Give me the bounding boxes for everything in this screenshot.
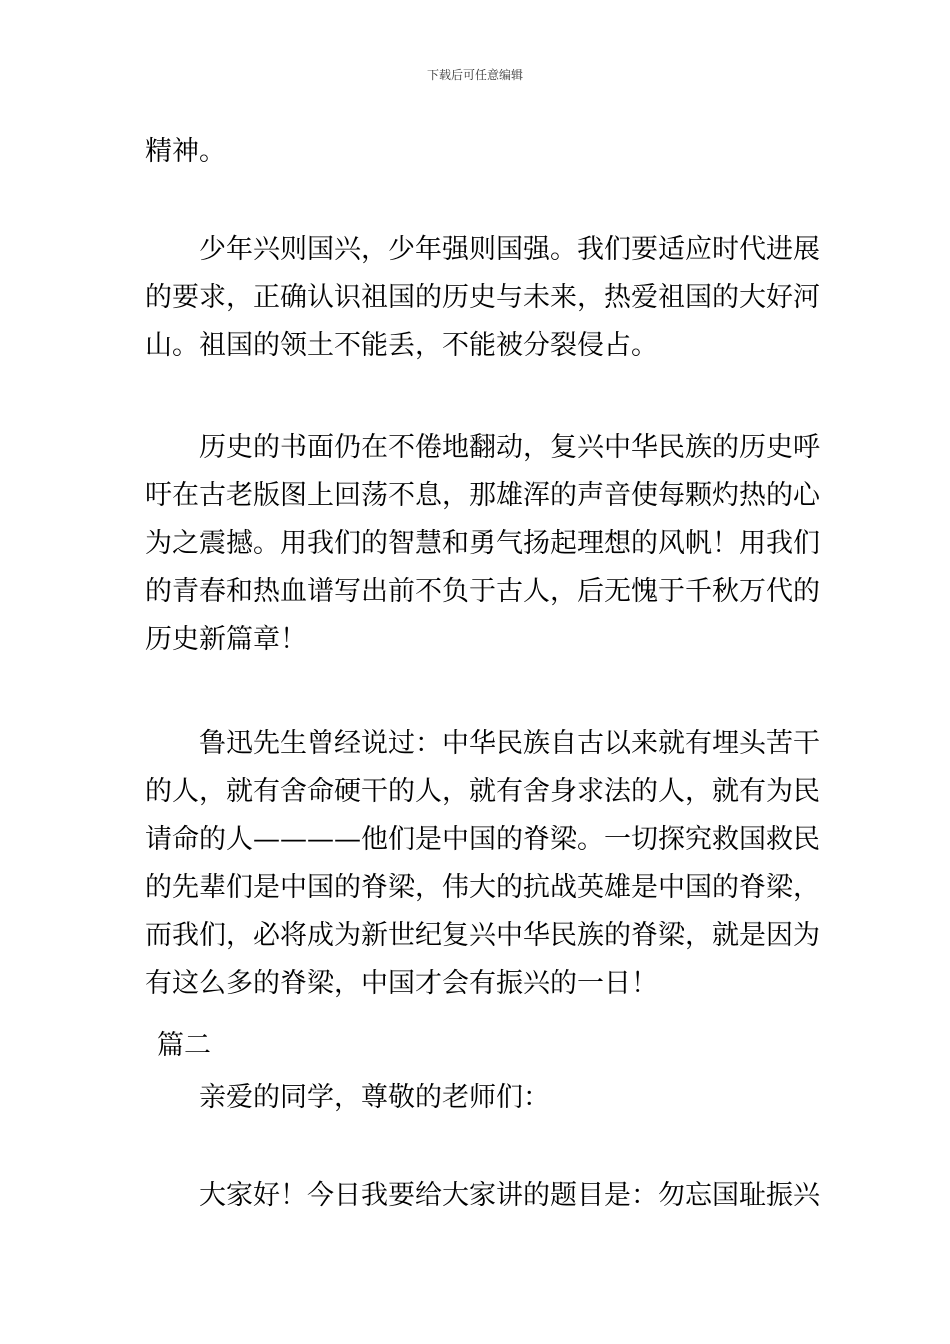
- text-line: 的青春和热血谱写出前不负于古人，后无愧于千秋万代的: [145, 576, 820, 607]
- text-line: 少年兴则国兴，少年强则国强。我们要适应时代进展: [199, 234, 820, 265]
- paragraph-history: [145, 424, 820, 664]
- paragraph-opening: [145, 1172, 820, 1220]
- section-title: 篇二: [157, 1030, 211, 1061]
- paragraph-continuation: [145, 128, 815, 176]
- text-line: 山。祖国的领土不能丢，不能被分裂侵占。: [145, 330, 658, 361]
- text-line: 鲁迅先生曾经说过：中华民族自古以来就有埋头苦干: [199, 728, 820, 759]
- text-line: 精神。: [145, 136, 226, 167]
- text-line: 的要求，正确认识祖国的历史与未来，热爱祖国的大好河: [145, 282, 820, 313]
- text-line: 历史的书面仍在不倦地翻动，复兴中华民族的历史呼: [199, 432, 820, 463]
- text-line: 而我们，必将成为新世纪复兴中华民族的脊梁，就是因为: [145, 920, 820, 951]
- greeting: 亲爱的同学，尊敬的老师们：: [199, 1082, 550, 1113]
- text-line: 吁在古老版图上回荡不息，那雄浑的声音使每颗灼热的心: [145, 480, 820, 511]
- text-line: 历史新篇章！: [145, 624, 307, 655]
- text-line: 请命的人————他们是中国的脊梁。一切探究救国救民: [145, 824, 820, 855]
- paragraph-youth: [145, 226, 820, 370]
- text-line: 大家好！今日我要给大家讲的题目是：勿忘国耻振兴: [199, 1180, 820, 1211]
- text-line: 的先辈们是中国的脊梁，伟大的抗战英雄是中国的脊梁，: [145, 872, 820, 903]
- text-line: 有这么多的脊梁，中国才会有振兴的一日！: [145, 968, 658, 999]
- page-header: 下载后可任意编辑: [426, 68, 523, 82]
- text-line: 的人，就有舍命硬干的人，就有舍身求法的人，就有为民: [145, 776, 820, 807]
- paragraph-luxun: [145, 720, 820, 1008]
- text-line: 为之震撼。用我们的智慧和勇气扬起理想的风帆！用我们: [145, 528, 820, 559]
